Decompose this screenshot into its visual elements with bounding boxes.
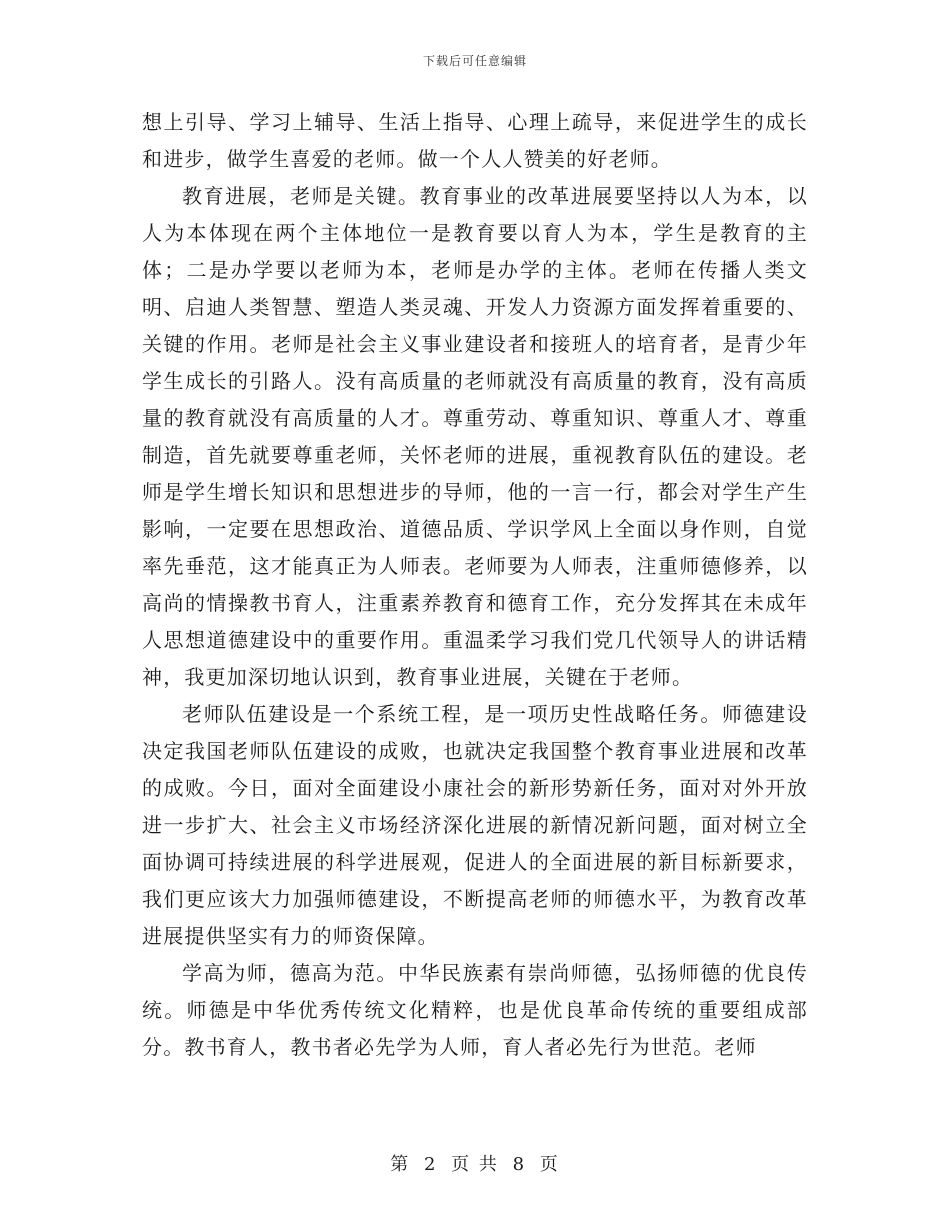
paragraph: 老师队伍建设是一个系统工程，是一项历史性战略任务。师德建设决定我国老师队伍建设的成败，也就决定我国整个教育事业进展和改革的成败。今日，面对全面建设小康社会的新形势新任务，面对对外开放进一步扩大、社会主义市场经济深化进展的新情况新问题，面对树立全面协调可持续进展的科学进展观，促进人的全面进展的新目标新要求，我们更应该大力加强师德建设，不断提高老师的师德水平，为教育改革进展提供坚实有力的师资保障。 <box>142 702 808 948</box>
footer-middle: 页 共 <box>451 1154 499 1175</box>
document-body <box>142 104 808 1066</box>
page-footer <box>0 1150 950 1176</box>
paragraph: 学高为师，德高为范。中华民族素有崇尚师德，弘扬师德的优良传统。师德是中华优秀传统文化精粹，也是优良革命传统的重要组成部分。教书育人，教书者必先学为人师，育人者必先行为世范。老师 <box>142 961 808 1059</box>
paragraph: 教育进展，老师是关键。教育事业的改革进展要坚持以人为本，以人为本体现在两个主体地位一是教育要以育人为本，学生是教育的主体；二是办学要以老师为本，老师是办学的主体。老师在传播人类文明、启迪人类智慧、塑造人类灵魂、开发人力资源方面发挥着重要的、关键的作用。老师是社会主义事业建设者和接班人的培育者，是青少年学生成长的引路人。没有高质量的老师就没有高质量的教育，没有高质量的教育就没有高质量的人才。尊重劳动、尊重知识、尊重人才、尊重制造，首先就要尊重老师，关怀老师的进展，重视教育队伍的建设。老师是学生增长知识和思想进步的导师，他的一言一行，都会对学生产生影响，一定要在思想政治、道德品质、学识学风上全面以身作则，自觉率先垂范，这才能真正为人师表。老师要为人师表，注重师德修养，以高尚的情操教书育人，注重素养教育和德育工作，充分发挥其在未成年人思想道德建设中的重要作用。重温柔学习我们党几代领导人的讲话精神，我更加深切地认识到，教育事业进展，关键在于老师。 <box>142 184 808 689</box>
page-header <box>0 52 950 69</box>
paragraph-continued: 想上引导、学习上辅导、生活上指导、心理上疏导，来促进学生的成长和进步，做学生喜爱的老师。做一个人人赞美的好老师。 <box>142 110 808 171</box>
footer-suffix: 页 <box>539 1154 560 1175</box>
footer-page-number: 2 <box>423 1154 438 1175</box>
header-text: 下载后可任意编辑 <box>422 54 527 68</box>
footer-total-pages: 8 <box>512 1154 527 1175</box>
footer-prefix: 第 <box>390 1154 411 1175</box>
